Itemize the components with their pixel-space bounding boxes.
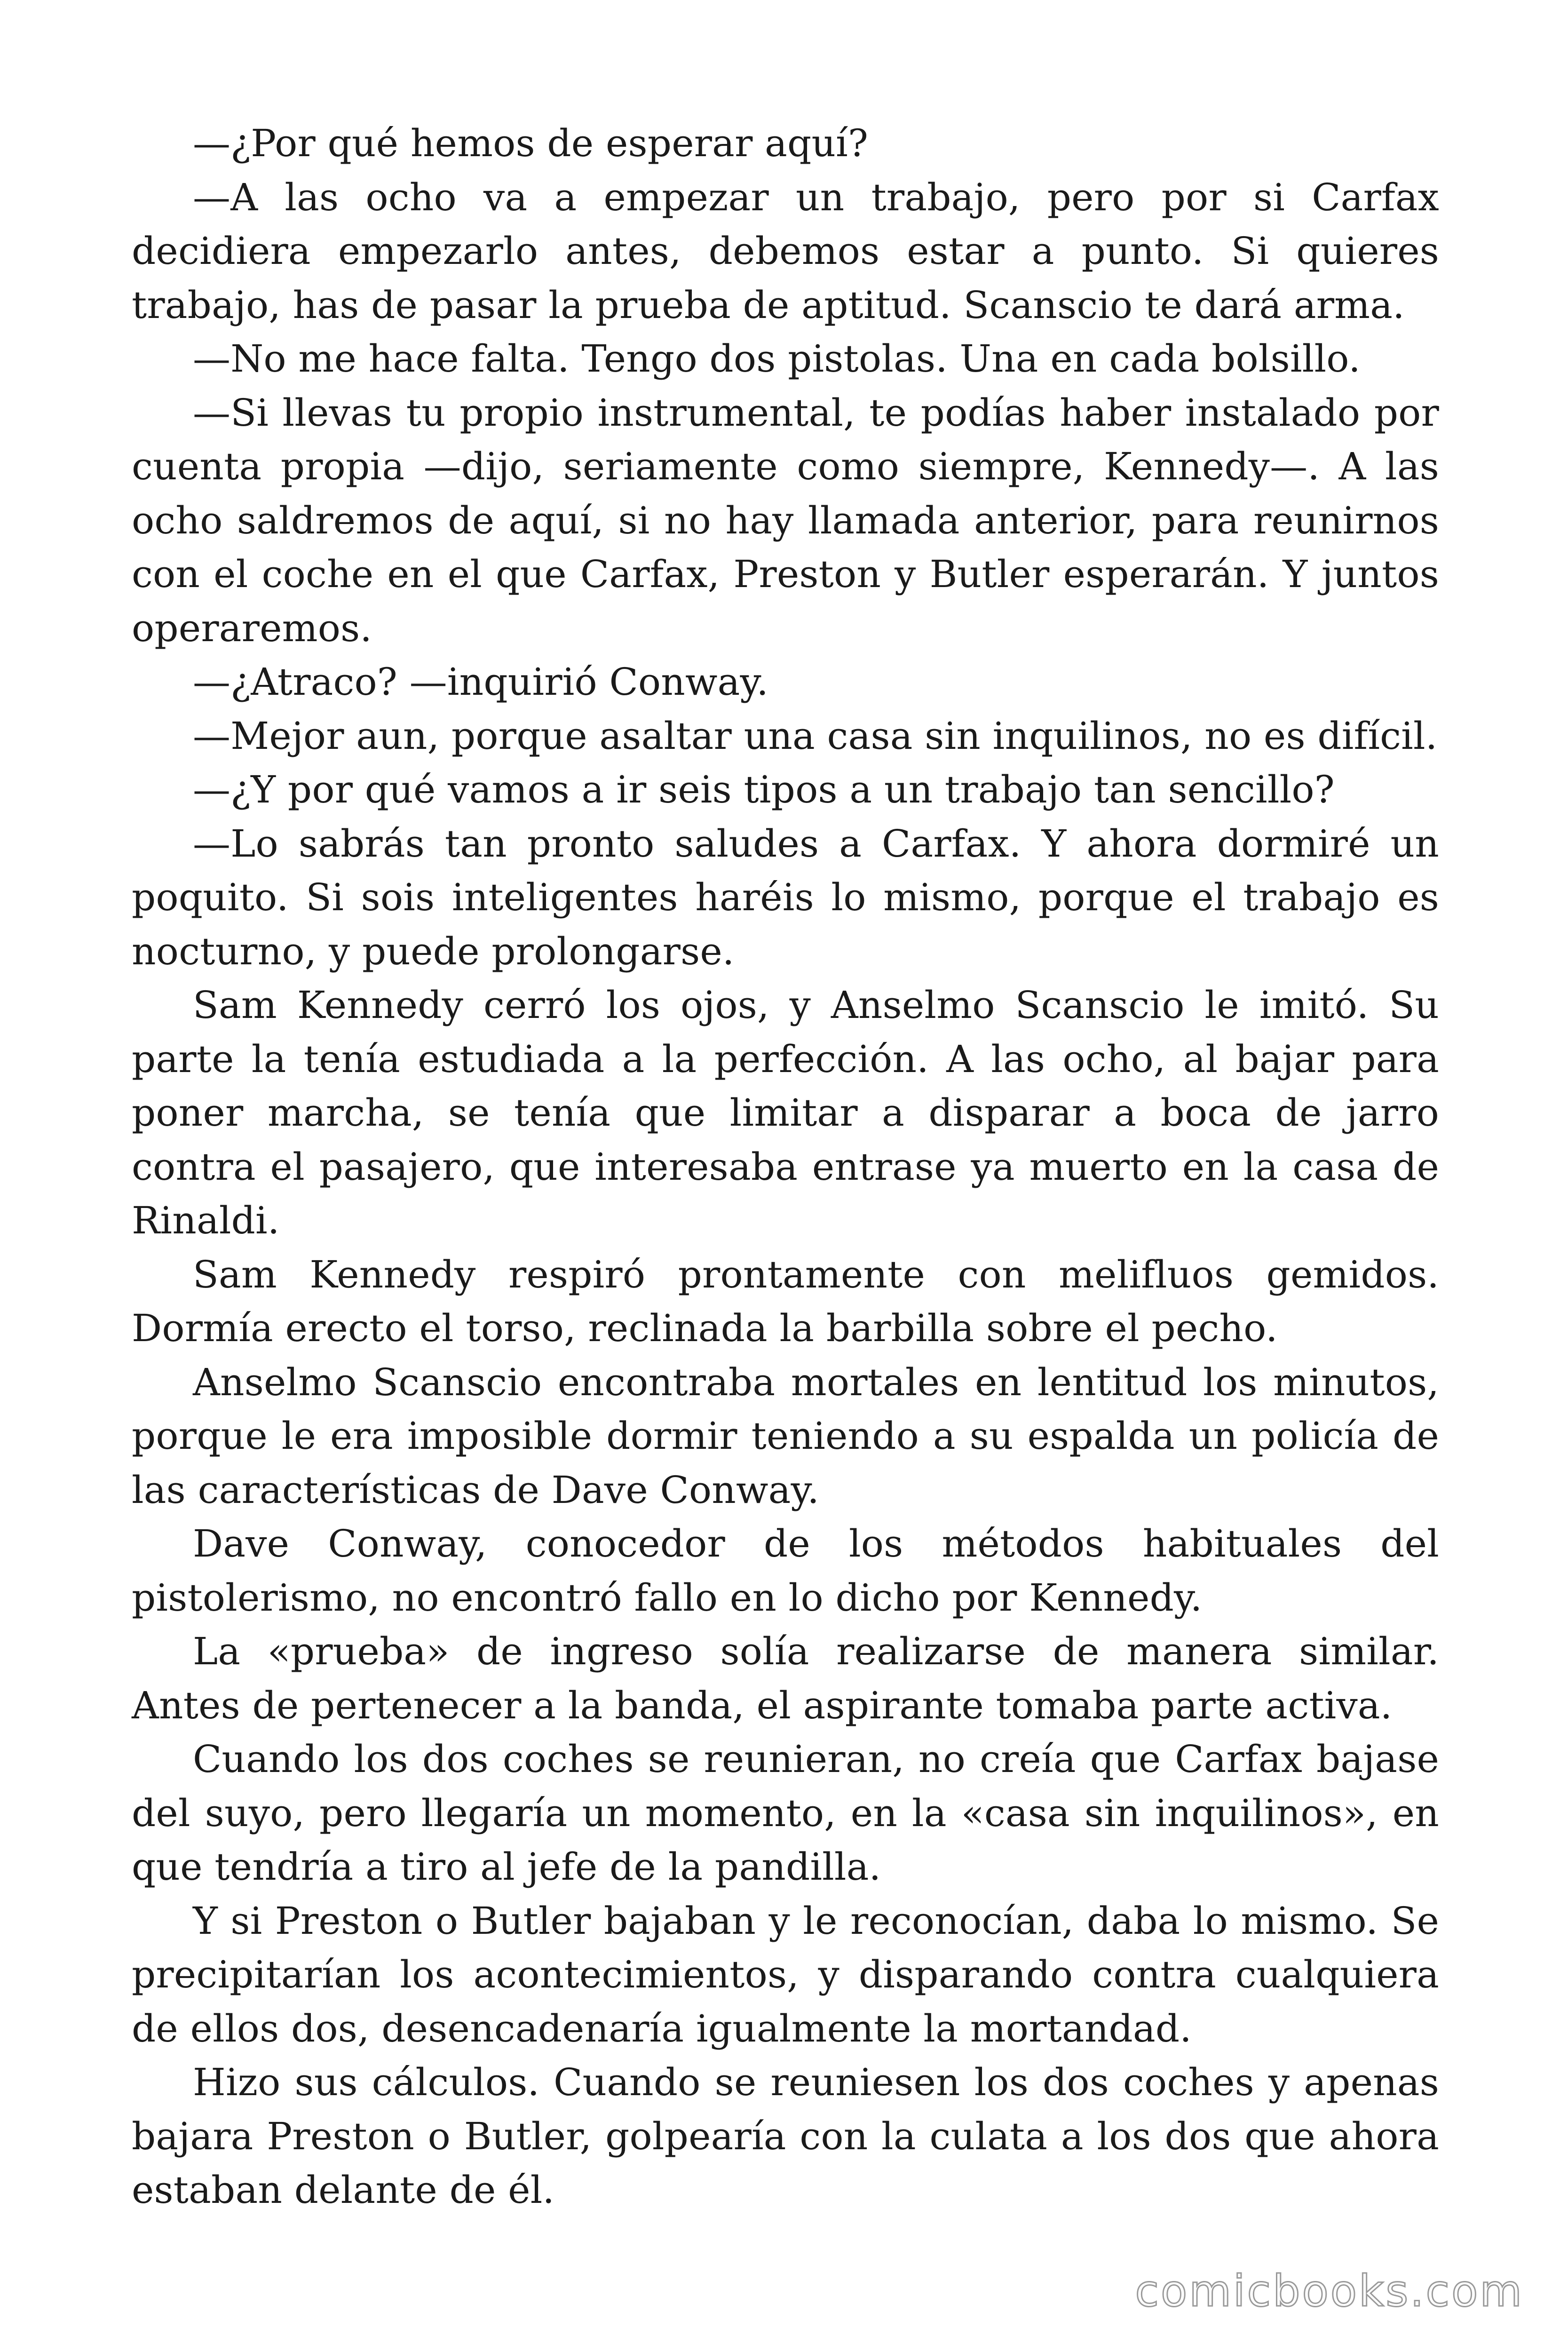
paragraph: —Mejor aun, porque asaltar una casa sin inquilinos, no es difícil. xyxy=(193,714,1438,758)
paragraph: Hizo sus cálculos. Cuando se reuniesen los dos coches y apenas bajara Preston o Butler, golpearía con la culata a los dos que ahora estaban delante de él. xyxy=(132,2060,1439,2212)
paragraph: —¿Atraco? —inquirió Conway. xyxy=(193,660,768,704)
paragraph: Y si Preston o Butler bajaban y le reconocían, daba lo mismo. Se precipitarían los acontecimientos, y disparando contra cualquiera de ellos dos, desencadenaría igualmente la mortandad. xyxy=(132,1899,1439,2050)
paragraph: Anselmo Scanscio encontraba mortales en lentitud los minutos, porque le era imposible dormir teniendo a su espalda un policía de las características de Dave Conway. xyxy=(132,1360,1439,1512)
paragraph: Dave Conway, conocedor de los métodos habituales del pistolerismo, no encontró fallo en lo dicho por Kennedy. xyxy=(132,1522,1439,1620)
paragraph: —No me hace falta. Tengo dos pistolas. Una en cada bolsillo. xyxy=(193,337,1361,381)
paragraph: Sam Kennedy respiró prontamente con melifluos gemidos. Dormía erecto el torso, reclinada la barbilla sobre el pecho. xyxy=(132,1252,1439,1350)
paragraph: —¿Por qué hemos de esperar aquí? xyxy=(193,121,869,165)
paragraph: Cuando los dos coches se reunieran, no creía que Carfax bajase del suyo, pero llegaría un momento, en la «casa sin inquilinos», en que tendría a tiro al jefe de la pandilla. xyxy=(132,1737,1439,1889)
paragraph: Sam Kennedy cerró los ojos, y Anselmo Scanscio le imitó. Su parte la tenía estudiada a la perfección. A las ocho, al bajar para poner marcha, se tenía que limitar a disparar a boca de jarro contra el pasajero, que interesaba entrase ya muerto en la casa de Rinaldi. xyxy=(132,983,1439,1242)
paragraph: —¿Y por qué vamos a ir seis tipos a un trabajo tan sencillo? xyxy=(193,768,1335,811)
paragraph: —A las ocho va a empezar un trabajo, pero por si Carfax decidiera empezarlo antes, debemos estar a punto. Si quieres trabajo, has de pasar la prueba de aptitud. Scanscio te dará arma. xyxy=(132,175,1439,327)
watermark: comicbooks.com xyxy=(1135,2266,1524,2316)
paragraph: —Si llevas tu propio instrumental, te podías haber instalado por cuenta propia —dijo, seriamente como siempre, Kennedy—. A las ocho saldremos de aquí, si no hay llamada anterior, para reunirnos con el coche en el que Carfax, Preston y Butler esperarán. Y juntos operaremos. xyxy=(132,390,1439,650)
paragraph: —Lo sabrás tan pronto saludes a Carfax. Y ahora dormiré un poquito. Si sois inteligentes haréis lo mismo, porque el trabajo es nocturno, y puede prolongarse. xyxy=(132,821,1439,973)
paragraph: La «prueba» de ingreso solía realizarse de manera similar. Antes de pertenecer a la banda, el aspirante tomaba parte activa. xyxy=(132,1629,1439,1727)
body-text xyxy=(132,117,1439,2217)
